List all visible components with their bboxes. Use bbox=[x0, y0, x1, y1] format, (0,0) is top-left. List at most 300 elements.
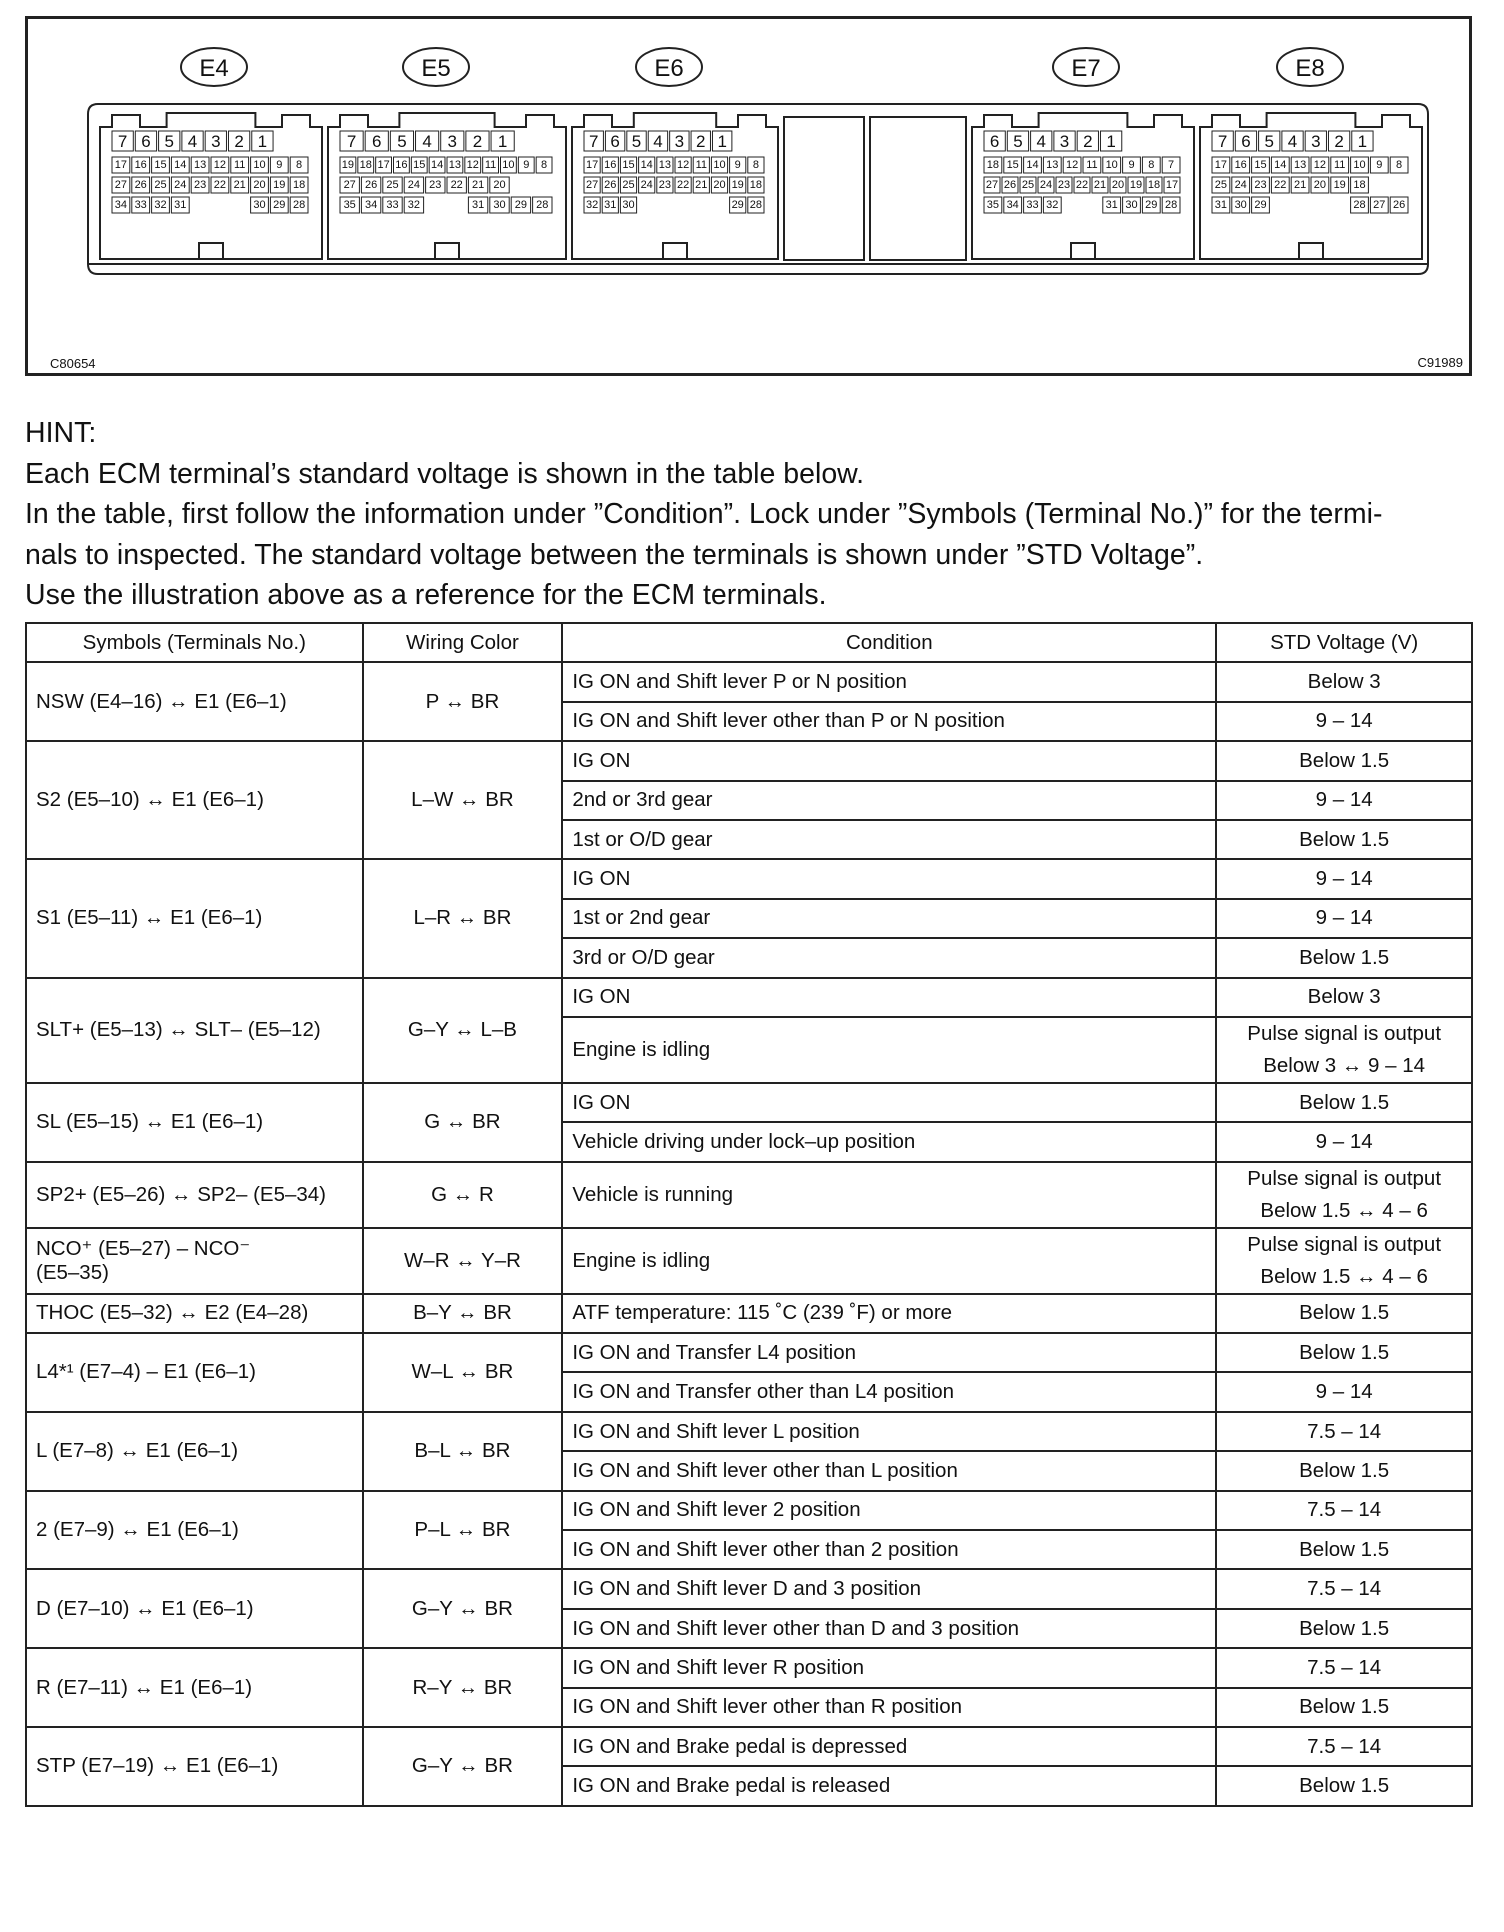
terminal-number: 23 bbox=[193, 179, 207, 191]
terminal-number: 10 bbox=[253, 159, 266, 171]
terminal-number: 5 bbox=[1013, 132, 1023, 151]
terminal-number: 30 bbox=[622, 199, 635, 211]
terminal-number: 6 bbox=[141, 132, 151, 151]
terminal-number: 31 bbox=[604, 199, 617, 211]
terminal-number: 25 bbox=[1214, 179, 1228, 191]
terminal-number: 21 bbox=[233, 179, 246, 191]
terminal-number: 20 bbox=[493, 179, 506, 191]
terminal-number: 15 bbox=[154, 159, 167, 171]
terminal-number: 31 bbox=[471, 199, 485, 211]
symbol-cell bbox=[26, 859, 363, 977]
terminal-number: 29 bbox=[731, 199, 744, 211]
symbol-cell bbox=[26, 741, 363, 859]
symbol-text: NSW (E4–16) ↔ E1 (E6–1) bbox=[36, 689, 287, 713]
pulse-range: Below 1.5 ↔ 4 – 6 bbox=[1260, 1264, 1428, 1288]
terminal-number: 34 bbox=[364, 199, 378, 211]
terminal-number: 14 bbox=[430, 159, 444, 171]
symbol-cell bbox=[26, 1333, 363, 1412]
terminal-number: 11 bbox=[233, 159, 246, 171]
terminal-number: 8 bbox=[1148, 159, 1155, 171]
std-voltage-cell bbox=[1216, 1017, 1472, 1083]
symbol-cell bbox=[26, 1727, 363, 1806]
terminal-number: 7 bbox=[1217, 132, 1228, 151]
terminal-number: 27 bbox=[343, 179, 356, 191]
terminal-number: 4 bbox=[653, 132, 663, 151]
terminal-number: 10 bbox=[713, 159, 726, 171]
condition-cell: IG ON and Shift lever P or N position bbox=[562, 662, 1216, 701]
condition-cell: IG ON and Transfer other than L4 position bbox=[562, 1372, 1216, 1411]
terminal-number: 35 bbox=[343, 199, 356, 211]
condition-cell: Engine is idling bbox=[562, 1228, 1216, 1294]
terminal-number: 13 bbox=[1293, 159, 1307, 171]
connector-label: E4 bbox=[199, 55, 229, 82]
terminal-number: 3 bbox=[674, 132, 685, 151]
table-row bbox=[26, 1228, 1472, 1294]
std-voltage-cell: Below 1.5 bbox=[1216, 1451, 1472, 1490]
connector-label: E7 bbox=[1071, 55, 1101, 82]
pulse-label: Pulse signal is output bbox=[1247, 1021, 1442, 1045]
terminal-number: 25 bbox=[622, 179, 635, 191]
terminal-number: 3 bbox=[1311, 132, 1321, 151]
table-row bbox=[26, 1333, 1472, 1372]
center-blank-left bbox=[784, 117, 864, 260]
symbol-text: STP (E7–19) ↔ E1 (E6–1) bbox=[36, 1754, 279, 1778]
condition-cell: IG ON and Brake pedal is depressed bbox=[562, 1727, 1216, 1766]
terminal-number: 5 bbox=[1264, 132, 1274, 151]
terminal-number: 24 bbox=[174, 179, 187, 191]
terminal-number: 18 bbox=[1353, 179, 1366, 191]
terminal-number: 18 bbox=[986, 159, 1000, 171]
symbol-cell bbox=[26, 1412, 363, 1491]
table-row bbox=[26, 1294, 1472, 1333]
terminal-number: 1 bbox=[497, 132, 508, 151]
symbol-text: SP2+ (E5–26) ↔ SP2– (E5–34) bbox=[36, 1182, 327, 1206]
terminal-number: 23 bbox=[1254, 179, 1267, 191]
std-voltage-cell: Below 3 bbox=[1216, 662, 1472, 701]
terminal-number: 9 bbox=[1376, 159, 1383, 171]
std-voltage-cell: 7.5 – 14 bbox=[1216, 1491, 1472, 1530]
table-row bbox=[26, 978, 1472, 1017]
hint-line: Each ECM terminal’s standard voltage is shown in the table below. bbox=[25, 457, 865, 490]
std-voltage-cell: 9 – 14 bbox=[1216, 702, 1472, 741]
std-voltage-cell: Below 1.5 bbox=[1216, 1294, 1472, 1333]
terminal-number: 11 bbox=[1086, 159, 1098, 171]
wiring-color-cell: G–Y ↔ L–B bbox=[363, 978, 563, 1083]
table-row bbox=[26, 1412, 1472, 1451]
std-voltage-cell: 9 – 14 bbox=[1216, 859, 1472, 898]
terminal-number: 4 bbox=[187, 132, 198, 151]
pulse-label: Pulse signal is output bbox=[1247, 1166, 1442, 1190]
wiring-color-cell: G–Y ↔ BR bbox=[363, 1727, 563, 1806]
hint-line: In the table, first follow the information under ”Condition”. Lock under ”Symbols (Terminal No.)” for the termi- bbox=[25, 498, 1383, 530]
terminal-number: 15 bbox=[622, 159, 635, 171]
figure-code-right: C91989 bbox=[1417, 355, 1463, 370]
terminal-number: 16 bbox=[134, 159, 147, 171]
terminal-number: 5 bbox=[397, 132, 407, 151]
terminal-number: 22 bbox=[1274, 179, 1287, 191]
terminal-number: 13 bbox=[1046, 159, 1059, 171]
table-header-row bbox=[26, 623, 1472, 662]
wiring-color-cell: W–R ↔ Y–R bbox=[363, 1228, 563, 1294]
terminal-number: 31 bbox=[1105, 199, 1118, 211]
terminal-number: 24 bbox=[407, 179, 421, 191]
lock-tab bbox=[663, 243, 687, 259]
condition-cell: 2nd or 3rd gear bbox=[562, 781, 1216, 820]
terminal-number: 7 bbox=[1168, 159, 1175, 171]
lock-tab bbox=[1299, 243, 1323, 259]
std-voltage-cell: Below 1.5 bbox=[1216, 1688, 1472, 1727]
symbol-cell bbox=[26, 662, 363, 741]
terminal-number: 3 bbox=[447, 132, 458, 151]
wiring-color-cell: G ↔ BR bbox=[363, 1083, 563, 1162]
symbol-text: D (E7–10) ↔ E1 (E6–1) bbox=[36, 1596, 254, 1620]
terminal-number: 9 bbox=[276, 159, 283, 171]
terminal-number: 22 bbox=[450, 179, 463, 191]
std-voltage-cell: Below 1.5 bbox=[1216, 938, 1472, 977]
terminal-number: 14 bbox=[1026, 159, 1039, 171]
terminal-number: 12 bbox=[676, 159, 690, 171]
condition-cell: IG ON and Shift lever other than R position bbox=[562, 1688, 1216, 1727]
terminal-number: 28 bbox=[1164, 199, 1178, 211]
terminal-number: 18 bbox=[292, 179, 306, 191]
std-voltage-cell: Below 1.5 bbox=[1216, 1609, 1472, 1648]
condition-cell: IG ON and Shift lever other than L position bbox=[562, 1451, 1216, 1490]
symbol-text-cont: (E5–35) bbox=[36, 1261, 109, 1285]
symbol-text: NCO⁺ (E5–27) – NCO⁻ bbox=[36, 1237, 251, 1261]
wiring-color-cell: P ↔ BR bbox=[363, 662, 563, 741]
terminal-number: 20 bbox=[1313, 179, 1327, 191]
terminal-number: 21 bbox=[695, 179, 708, 191]
terminal-number: 13 bbox=[448, 159, 462, 171]
terminal-number: 16 bbox=[1234, 159, 1247, 171]
terminal-number: 32 bbox=[154, 199, 167, 211]
terminal-number: 5 bbox=[631, 132, 642, 151]
symbol-text: SLT+ (E5–13) ↔ SLT– (E5–12) bbox=[36, 1018, 321, 1042]
terminal-number: 26 bbox=[134, 179, 147, 191]
hint-line: nals to inspected. The standard voltage between the terminals is shown under ”STD Voltage”. bbox=[25, 538, 1204, 571]
terminal-number: 31 bbox=[1214, 199, 1228, 211]
terminal-number: 3 bbox=[1059, 132, 1070, 151]
terminal-number: 3 bbox=[211, 132, 221, 151]
terminal-number: 30 bbox=[493, 199, 506, 211]
terminal-number: 8 bbox=[541, 159, 548, 171]
table-row bbox=[26, 741, 1472, 780]
symbol-cell bbox=[26, 1648, 363, 1727]
terminal-number: 11 bbox=[484, 159, 497, 171]
terminal-number: 33 bbox=[134, 199, 147, 211]
symbol-cell bbox=[26, 1491, 363, 1570]
wiring-color-cell: P–L ↔ BR bbox=[363, 1491, 563, 1570]
terminal-number: 16 bbox=[395, 159, 408, 171]
header-wiring: Wiring Color bbox=[363, 623, 563, 662]
std-voltage-cell bbox=[1216, 1162, 1472, 1228]
wiring-color-cell: W–L ↔ BR bbox=[363, 1333, 563, 1412]
symbol-text: S1 (E5–11) ↔ E1 (E6–1) bbox=[36, 906, 263, 930]
terminal-number: 9 bbox=[1128, 159, 1135, 171]
symbol-text: L4*¹ (E7–4) – E1 (E6–1) bbox=[36, 1360, 256, 1384]
wiring-color-cell: G ↔ R bbox=[363, 1162, 563, 1228]
terminal-number: 8 bbox=[1396, 159, 1403, 171]
terminal-number: 19 bbox=[731, 179, 744, 191]
condition-cell: IG ON bbox=[562, 978, 1216, 1017]
terminal-number: 10 bbox=[502, 159, 515, 171]
std-voltage-cell: 7.5 – 14 bbox=[1216, 1727, 1472, 1766]
terminal-number: 23 bbox=[429, 179, 442, 191]
terminal-number: 9 bbox=[734, 159, 741, 171]
terminal-number: 5 bbox=[164, 132, 174, 151]
terminal-number: 21 bbox=[1293, 179, 1307, 191]
condition-cell: 1st or 2nd gear bbox=[562, 899, 1216, 938]
terminal-number: 34 bbox=[1006, 199, 1019, 211]
terminal-number: 32 bbox=[1046, 199, 1059, 211]
condition-cell: IG ON bbox=[562, 859, 1216, 898]
table-row bbox=[26, 1162, 1472, 1228]
terminal-number: 14 bbox=[1274, 159, 1287, 171]
terminal-number: 1 bbox=[717, 132, 727, 151]
terminal-number: 4 bbox=[1287, 132, 1298, 151]
std-voltage-cell: Below 1.5 bbox=[1216, 741, 1472, 780]
terminal-number: 19 bbox=[341, 159, 355, 171]
connector-label: E6 bbox=[654, 55, 684, 82]
std-voltage-cell: Below 1.5 bbox=[1216, 1333, 1472, 1372]
terminal-number: 29 bbox=[514, 199, 528, 211]
terminal-number: 24 bbox=[1234, 179, 1247, 191]
terminal-number: 2 bbox=[1083, 132, 1093, 151]
std-voltage-cell: Below 1.5 bbox=[1216, 820, 1472, 859]
terminal-number: 7 bbox=[346, 132, 357, 151]
condition-cell: Vehicle driving under lock–up position bbox=[562, 1122, 1216, 1161]
terminal-number: 12 bbox=[1313, 159, 1327, 171]
terminal-number: 20 bbox=[713, 179, 726, 191]
terminal-number: 35 bbox=[986, 199, 1000, 211]
terminal-number: 4 bbox=[422, 132, 432, 151]
terminal-number: 25 bbox=[386, 179, 399, 191]
terminal-number: 18 bbox=[1147, 179, 1161, 191]
terminal-number: 2 bbox=[696, 132, 706, 151]
terminal-number: 18 bbox=[359, 159, 372, 171]
condition-cell: IG ON and Transfer L4 position bbox=[562, 1333, 1216, 1372]
terminal-number: 22 bbox=[1075, 179, 1089, 191]
terminal-number: 22 bbox=[676, 179, 690, 191]
condition-cell: IG ON bbox=[562, 741, 1216, 780]
symbol-text: R (E7–11) ↔ E1 (E6–1) bbox=[36, 1675, 253, 1699]
terminal-number: 28 bbox=[749, 199, 763, 211]
terminal-number: 1 bbox=[1357, 132, 1368, 151]
terminal-number: 25 bbox=[154, 179, 167, 191]
symbol-text: SL (E5–15) ↔ E1 (E6–1) bbox=[36, 1110, 264, 1134]
terminal-number: 10 bbox=[1105, 159, 1118, 171]
std-voltage-cell: Below 1.5 bbox=[1216, 1766, 1472, 1805]
std-voltage-cell: 9 – 14 bbox=[1216, 1122, 1472, 1161]
terminal-number: 28 bbox=[292, 199, 306, 211]
terminal-number: 23 bbox=[1057, 179, 1071, 191]
terminal-number: 32 bbox=[585, 199, 599, 211]
wiring-color-cell: G–Y ↔ BR bbox=[363, 1569, 563, 1648]
condition-cell: IG ON and Shift lever other than 2 position bbox=[562, 1530, 1216, 1569]
symbol-cell bbox=[26, 1228, 363, 1294]
std-voltage-cell: 7.5 – 14 bbox=[1216, 1412, 1472, 1451]
pulse-range: Below 1.5 ↔ 4 – 6 bbox=[1260, 1198, 1428, 1222]
terminal-number: 18 bbox=[749, 179, 763, 191]
terminal-number: 7 bbox=[117, 132, 128, 151]
terminal-number: 22 bbox=[213, 179, 227, 191]
terminal-number: 7 bbox=[588, 132, 599, 151]
terminal-number: 6 bbox=[1241, 132, 1251, 151]
condition-cell: Engine is idling bbox=[562, 1017, 1216, 1083]
terminal-number: 19 bbox=[1333, 179, 1346, 191]
terminal-number: 31 bbox=[174, 199, 187, 211]
terminal-number: 29 bbox=[273, 199, 286, 211]
terminal-number: 14 bbox=[640, 159, 653, 171]
terminal-number: 10 bbox=[1353, 159, 1366, 171]
symbol-text: THOC (E5–32) ↔ E2 (E4–28) bbox=[36, 1301, 309, 1325]
symbol-cell bbox=[26, 1569, 363, 1648]
symbol-cell bbox=[26, 1162, 363, 1228]
ecm-connector-diagram bbox=[28, 19, 1469, 373]
table-row bbox=[26, 1648, 1472, 1687]
table-row bbox=[26, 1491, 1472, 1530]
pulse-range: Below 3 ↔ 9 – 14 bbox=[1263, 1053, 1426, 1077]
symbol-cell bbox=[26, 1294, 363, 1333]
terminal-number: 19 bbox=[273, 179, 286, 191]
std-voltage-cell: 9 – 14 bbox=[1216, 1372, 1472, 1411]
terminal-number: 24 bbox=[1039, 179, 1053, 191]
terminal-number: 33 bbox=[386, 199, 399, 211]
terminal-number: 17 bbox=[114, 159, 128, 171]
terminal-number: 27 bbox=[1373, 199, 1386, 211]
terminal-number: 30 bbox=[1125, 199, 1138, 211]
terminal-number: 6 bbox=[372, 132, 382, 151]
terminal-number: 20 bbox=[1111, 179, 1125, 191]
pulse-label: Pulse signal is output bbox=[1247, 1232, 1442, 1256]
lock-tab bbox=[199, 243, 223, 259]
symbol-text: L (E7–8) ↔ E1 (E6–1) bbox=[36, 1439, 239, 1463]
terminal-number: 24 bbox=[640, 179, 653, 191]
terminal-number: 16 bbox=[604, 159, 617, 171]
symbol-cell bbox=[26, 1083, 363, 1162]
terminal-number: 25 bbox=[1021, 179, 1035, 191]
terminal-number: 11 bbox=[1333, 159, 1346, 171]
terminal-number: 6 bbox=[989, 132, 1000, 151]
condition-cell: 3rd or O/D gear bbox=[562, 938, 1216, 977]
condition-cell: IG ON bbox=[562, 1083, 1216, 1122]
hint-block bbox=[25, 413, 1480, 616]
lock-tab bbox=[435, 243, 459, 259]
symbol-cell bbox=[26, 978, 363, 1083]
condition-cell: IG ON and Shift lever other than P or N position bbox=[562, 702, 1216, 741]
terminal-number: 6 bbox=[610, 132, 620, 151]
terminal-number: 30 bbox=[253, 199, 266, 211]
terminal-number: 30 bbox=[1234, 199, 1247, 211]
terminal-number: 15 bbox=[1006, 159, 1019, 171]
symbol-text: S2 (E5–10) ↔ E1 (E6–1) bbox=[36, 788, 264, 812]
terminal-number: 12 bbox=[466, 159, 479, 171]
wiring-color-cell: L–R ↔ BR bbox=[363, 859, 563, 977]
terminal-number: 28 bbox=[536, 199, 549, 211]
terminal-number: 27 bbox=[985, 179, 999, 191]
terminal-number: 28 bbox=[1353, 199, 1366, 211]
std-voltage-cell: Below 1.5 bbox=[1216, 1530, 1472, 1569]
terminal-number: 33 bbox=[1026, 199, 1039, 211]
terminal-number: 11 bbox=[695, 159, 708, 171]
terminal-number: 19 bbox=[1129, 179, 1143, 191]
std-voltage-cell: Below 3 bbox=[1216, 978, 1472, 1017]
connector-label: E8 bbox=[1295, 55, 1325, 82]
terminal-number: 17 bbox=[585, 159, 599, 171]
symbol-text: 2 (E7–9) ↔ E1 (E6–1) bbox=[36, 1518, 239, 1542]
terminal-number: 17 bbox=[377, 159, 390, 171]
terminal-number: 29 bbox=[1254, 199, 1267, 211]
terminal-number: 15 bbox=[413, 159, 426, 171]
terminal-number: 21 bbox=[471, 179, 485, 191]
condition-cell: ATF temperature: 115 ˚C (239 ˚F) or more bbox=[562, 1294, 1216, 1333]
std-voltage-cell: 7.5 – 14 bbox=[1216, 1569, 1472, 1608]
hint-title: HINT: bbox=[25, 417, 97, 449]
terminal-number: 12 bbox=[213, 159, 227, 171]
terminal-number: 29 bbox=[1145, 199, 1158, 211]
terminal-number: 21 bbox=[1093, 179, 1107, 191]
terminal-number: 17 bbox=[1165, 179, 1179, 191]
terminal-number: 23 bbox=[658, 179, 672, 191]
std-voltage-cell bbox=[1216, 1228, 1472, 1294]
wiring-color-cell: R–Y ↔ BR bbox=[363, 1648, 563, 1727]
condition-cell: IG ON and Shift lever D and 3 position bbox=[562, 1569, 1216, 1608]
wiring-color-cell: L–W ↔ BR bbox=[363, 741, 563, 859]
terminal-number: 2 bbox=[472, 132, 483, 151]
terminal-number: 15 bbox=[1254, 159, 1267, 171]
header-symbols: Symbols (Terminals No.) bbox=[26, 623, 363, 662]
terminal-number: 2 bbox=[1334, 132, 1344, 151]
wiring-color-cell: B–Y ↔ BR bbox=[363, 1294, 563, 1333]
condition-cell: IG ON and Shift lever L position bbox=[562, 1412, 1216, 1451]
terminal-number: 27 bbox=[585, 179, 599, 191]
header-condition: Condition bbox=[562, 623, 1216, 662]
terminal-number: 13 bbox=[658, 159, 672, 171]
wiring-color-cell: B–L ↔ BR bbox=[363, 1412, 563, 1491]
terminal-number: 4 bbox=[1036, 132, 1046, 151]
terminal-number: 20 bbox=[253, 179, 266, 191]
terminal-number: 9 bbox=[523, 159, 530, 171]
std-voltage-cell: 7.5 – 14 bbox=[1216, 1648, 1472, 1687]
condition-cell: 1st or O/D gear bbox=[562, 820, 1216, 859]
std-voltage-cell: 9 – 14 bbox=[1216, 781, 1472, 820]
terminal-number: 26 bbox=[1392, 199, 1406, 211]
center-blank-right bbox=[870, 117, 966, 260]
terminal-number: 26 bbox=[364, 179, 378, 191]
table-row bbox=[26, 859, 1472, 898]
header-voltage: STD Voltage (V) bbox=[1216, 623, 1472, 662]
terminal-number: 1 bbox=[257, 132, 268, 151]
table-row bbox=[26, 1569, 1472, 1608]
condition-cell: IG ON and Brake pedal is released bbox=[562, 1766, 1216, 1805]
std-voltage-cell: 9 – 14 bbox=[1216, 899, 1472, 938]
connector-figure bbox=[25, 16, 1472, 376]
terminal-number: 32 bbox=[407, 199, 421, 211]
terminal-number: 8 bbox=[752, 159, 759, 171]
terminal-number: 27 bbox=[114, 179, 128, 191]
terminal-number: 2 bbox=[234, 132, 244, 151]
condition-cell: IG ON and Shift lever other than D and 3 position bbox=[562, 1609, 1216, 1648]
terminal-number: 12 bbox=[1065, 159, 1079, 171]
table-row bbox=[26, 1083, 1472, 1122]
condition-cell: IG ON and Shift lever 2 position bbox=[562, 1491, 1216, 1530]
terminal-number: 26 bbox=[604, 179, 617, 191]
terminal-number: 13 bbox=[193, 159, 207, 171]
terminal-number: 1 bbox=[1106, 132, 1116, 151]
terminal-number: 14 bbox=[174, 159, 187, 171]
std-voltage-cell: Below 1.5 bbox=[1216, 1083, 1472, 1122]
hint-line: Use the illustration above as a reference for the ECM terminals. bbox=[25, 579, 827, 611]
